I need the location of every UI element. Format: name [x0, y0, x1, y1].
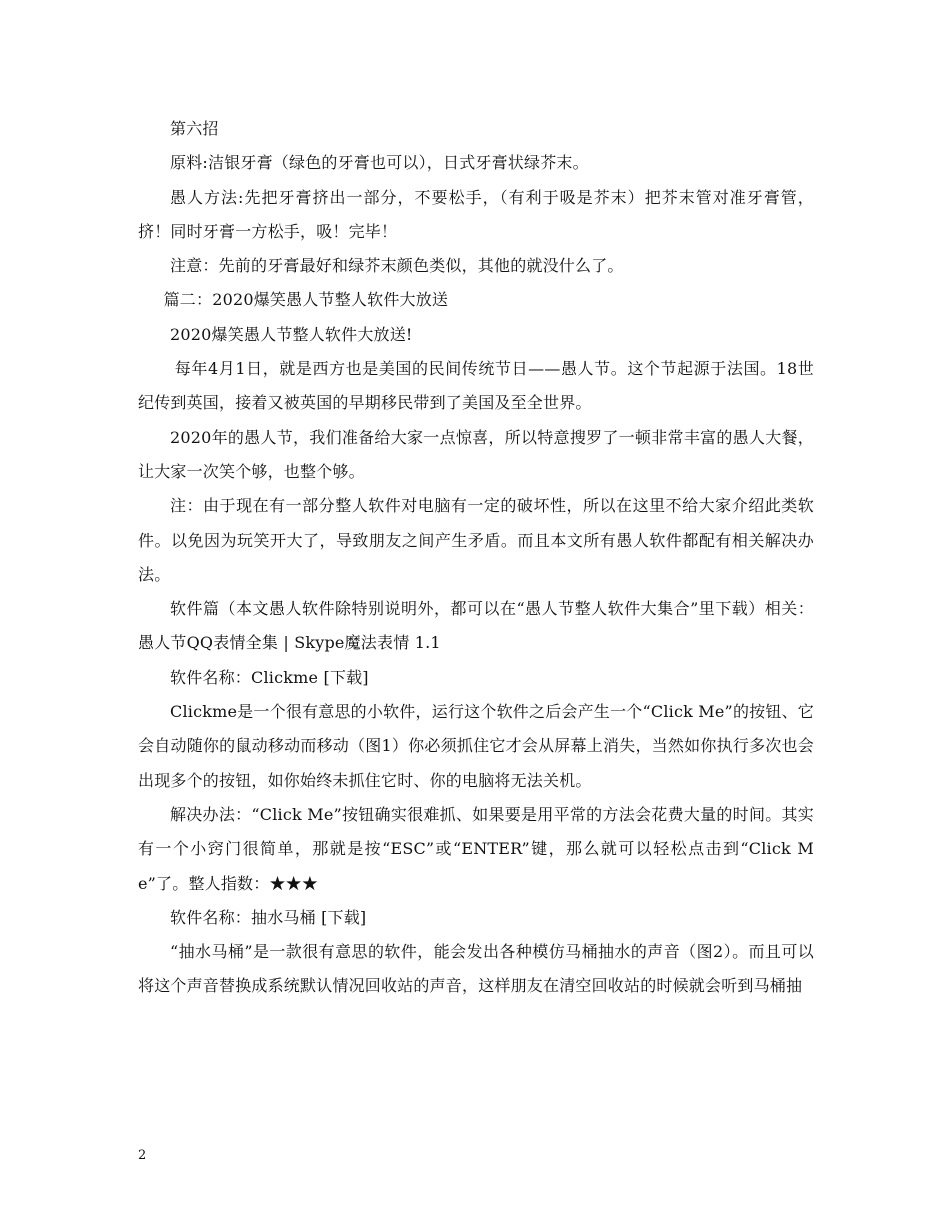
software-name-clickme: 软件名称：Clickme [下载]	[170, 667, 369, 687]
software-section-paragraph: 软件篇（本文愚人软件除特别说明外，都可以在“愚人节整人软件大集合”里下载）相关：愚人节QQ表情全集 | Skype魔法表情 1.1	[138, 599, 814, 653]
section-title-sixth-trick: 第六招	[170, 119, 219, 138]
software-name-toilet: 软件名称：抽水马桶 [下载]	[170, 907, 367, 927]
method-paragraph: 愚人方法:先把牙膏挤出一部分，不要松手，（有利于吸是芥末）把芥末管对准牙膏管，挤！同时牙膏一方松手，吸！完毕！	[138, 187, 814, 241]
note-paragraph: 注意：先前的牙膏最好和绿芥末颜色类似，其他的就没什么了。	[170, 256, 624, 276]
clickme-solution: 解决办法：“Click Me”按钮确实很难抓、如果要是用平常的方法会花费大量的时间。其实有一个小窍门很简单，那就是按“ESC”或“ENTER”键，那么就可以轻松点击到“Click Me”了。整人指数：★★★	[138, 804, 814, 893]
intro-paragraph: 每年4月1日，就是西方也是美国的民间传统节日——愚人节。这个节起源于法国。18世纪传到英国，接着又被英国的早期移民带到了美国及至全世界。	[138, 359, 814, 413]
surprise-paragraph: 2020年的愚人节，我们准备给大家一点惊喜，所以特意搜罗了一顿非常丰富的愚人大餐，让大家一次笑个够，也整个够。	[138, 427, 814, 481]
document-body	[138, 112, 814, 1004]
article-title: 2020爆笑愚人节整人软件大放送!	[170, 324, 413, 344]
page-number: 2	[138, 1148, 147, 1163]
ingredients-paragraph: 原料:洁银牙膏（绿色的牙膏也可以），日式牙膏状绿芥末。	[170, 153, 589, 173]
warning-paragraph: 注：由于现在有一部分整人软件对电脑有一定的破坏性，所以在这里不给大家介绍此类软件。以免因为玩笑开大了，导致朋友之间产生矛盾。而且本文所有愚人软件都配有相关解决办法。	[138, 496, 814, 584]
toilet-description: “抽水马桶”是一款很有意思的软件，能会发出各种模仿马桶抽水的声音（图2）。而且可以将这个声音替换成系统默认情况回收站的声音，这样朋友在清空回收站的时候就会听到马桶抽	[138, 942, 814, 996]
clickme-description: Clickme是一个很有意思的小软件，运行这个软件之后会产生一个“Click Me”的按钮、它会自动随你的鼠动移动而移动（图1）你必须抓住它才会从屏幕上消失，当然如你执行多次也会出现多个的按钮，如你始终未抓住它时、你的电脑将无法关机。	[138, 702, 814, 790]
chapter-heading: 篇二：2020爆笑愚人节整人软件大放送	[163, 290, 449, 310]
